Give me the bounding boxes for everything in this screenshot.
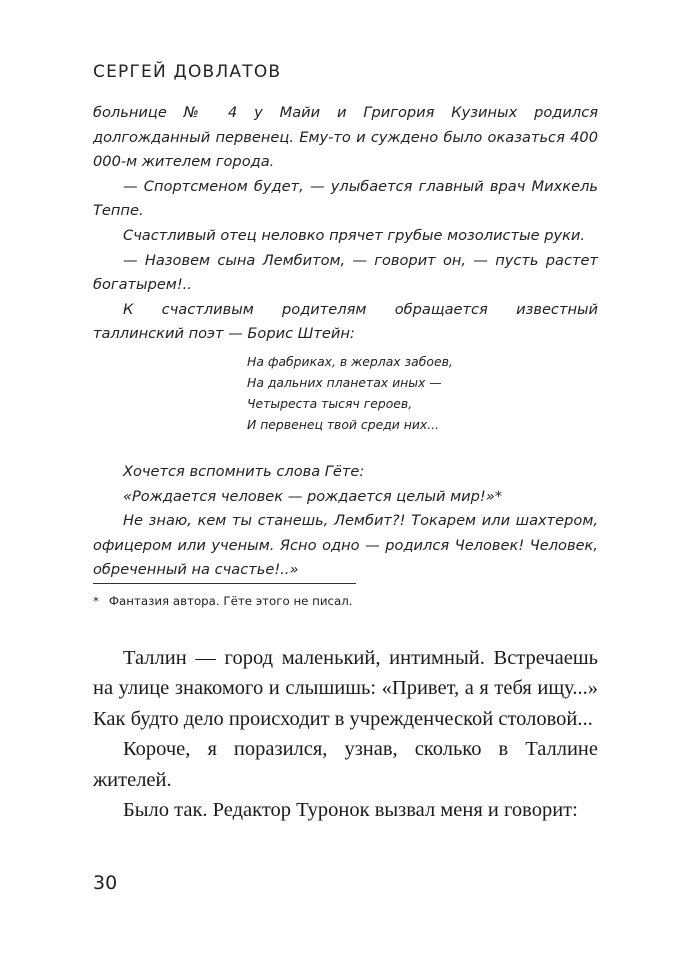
poem-line: На фабриках, в жерлах забоев, [247,354,453,369]
poem-line: Четыреста тысяч героев, [247,396,413,411]
footnote-text: Фантазия автора. Гёте этого не писал. [108,594,353,608]
body-paragraph: Короче, я поразился, узнав, сколько в Таллине жителей. [93,738,598,791]
main-text [93,643,598,825]
page-number: 30 [93,872,118,894]
body-paragraph: Таллин — город маленький, интимный. Встречаешь на улице знакомого и слышишь: «Привет, а я тебя ищу...» Как будто дело происходит в учрежденческой столовой... [93,647,598,730]
running-head: СЕРГЕЙ ДОВЛАТОВ [93,62,282,82]
article-quote [93,101,598,347]
article-paragraph: больнице № 4 у Майи и Григория Кузиных родился долгожданный первенец. Ему-то и суждено было оказаться 400 000-м жителем города. [93,104,598,171]
body-paragraph: Было так. Редактор Туронок вызвал меня и говорит: [123,799,578,822]
article-paragraph: — Назовем сына Лембитом, — говорит он, — пусть растет богатырем!.. [93,251,598,294]
closing-paragraph: «Рождается человек — рождается целый мир!»* [123,487,503,505]
poem-line: На дальних планетах иных — [247,375,442,390]
closing-paragraph: Не знаю, кем ты станешь, Лембит?! Токарем или шахтером, офицером или ученым. Ясно одно — родился Человек! Человек, обреченный на счастье!..» [93,512,598,579]
article-paragraph: К счастливым родителям обращается известный таллинский поэт — Борис Штейн: [93,300,598,343]
footnote-mark: * [93,594,99,608]
article-paragraph: — Спортсменом будет, — улыбается главный врач Михкель Теппе. [93,177,598,220]
article-paragraph: Счастливый отец неловко прячет грубые мозолистые руки. [123,226,586,244]
closing-paragraph: Хочется вспомнить слова Гёте: [123,463,365,480]
article-closing [93,460,598,583]
poem-line: И первенец твой среди них... [247,417,440,432]
footnote [93,594,353,608]
poem [247,351,453,435]
footnote-divider [93,583,356,584]
